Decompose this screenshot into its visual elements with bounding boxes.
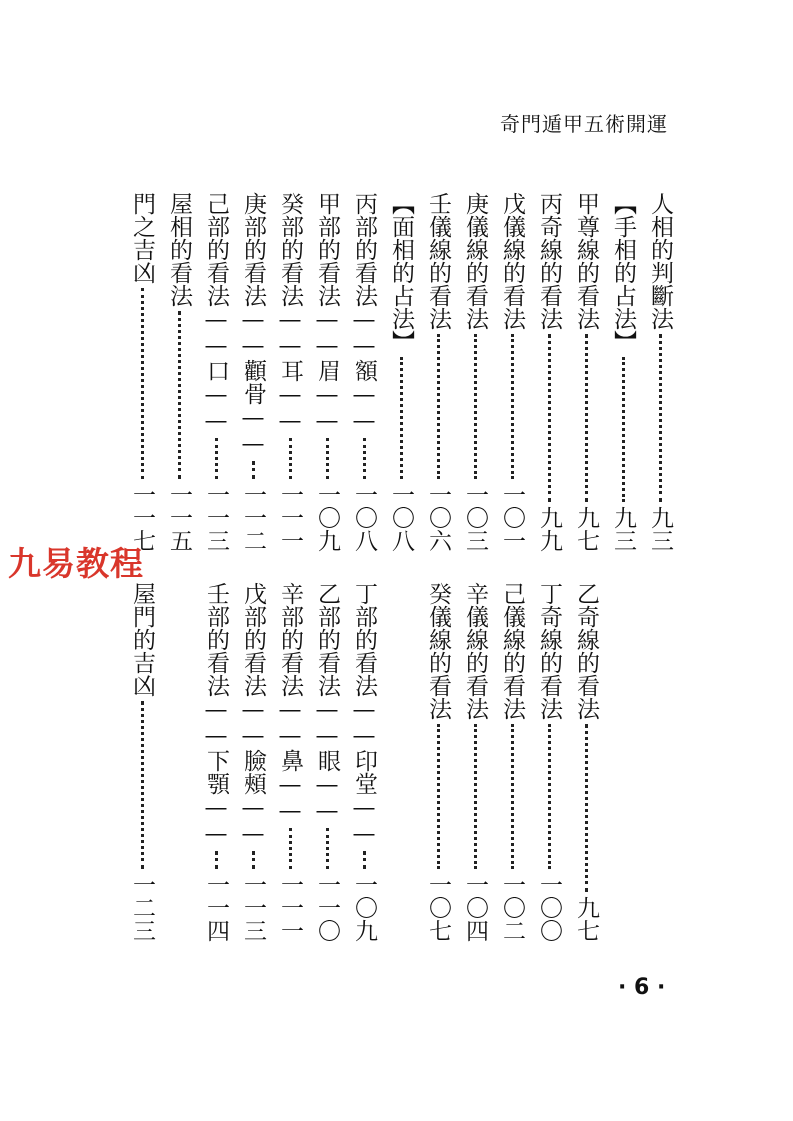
toc-entry: [162, 192, 196, 552]
toc-leader-dots: [511, 724, 514, 869]
toc-entry-title: 庚儀線的看法: [462, 192, 488, 330]
toc-entry: [199, 582, 233, 942]
toc-entry-title: 丙部的看法——額——: [351, 192, 377, 434]
toc-leader-dots: [289, 438, 292, 479]
toc-leader-dots: [511, 334, 514, 479]
toc-leader-dots: [252, 461, 255, 479]
toc-entry-title: 丙奇線的看法: [536, 192, 562, 330]
toc-entry-page: 一〇一: [499, 483, 525, 552]
toc-entry: [458, 192, 492, 552]
toc-leader-dots: [215, 851, 218, 869]
toc-entry-page: 一一〇: [314, 873, 340, 942]
toc-leader-dots: [474, 724, 477, 869]
toc-entry-title: 己儀線的看法: [499, 582, 525, 720]
toc-leader-dots: [363, 851, 366, 869]
toc-entry-page: 一一一: [277, 483, 303, 552]
toc-entry-page: 九三: [610, 506, 636, 552]
toc-entry-page: 九三: [647, 506, 673, 552]
toc-entry-page: 一〇六: [425, 483, 451, 552]
toc-entry: [421, 192, 455, 552]
toc-entry-title: 丁奇線的看法: [536, 582, 562, 720]
toc-entry: [310, 582, 344, 942]
toc-leader-dots: [585, 334, 588, 502]
toc-leader-dots: [622, 357, 625, 502]
toc-entry-title: 【手相的占法】: [610, 192, 636, 353]
toc-leader-dots: [178, 311, 181, 479]
page-number: · 6 ·: [618, 975, 666, 1000]
toc-entry-page: 九七: [573, 506, 599, 552]
toc-entry-page: 九九: [536, 506, 562, 552]
toc-entry-title: 壬儀線的看法: [425, 192, 451, 330]
toc-leader-dots: [326, 438, 329, 479]
toc-entry-title: 屋門的吉凶: [129, 582, 155, 697]
toc-entry: [199, 192, 233, 552]
toc-entry-title: 門之吉凶: [129, 192, 155, 284]
toc-entry: [532, 582, 566, 942]
toc-entry-title: 乙奇線的看法: [573, 582, 599, 720]
toc-leader-dots: [659, 334, 662, 502]
toc-entry: [458, 582, 492, 942]
toc-entry: [347, 192, 381, 552]
toc-entry-title: 丁部的看法——印堂——: [351, 582, 377, 847]
toc-entry: [643, 192, 677, 552]
toc-entry-page: 一二三: [129, 873, 155, 942]
toc-entry-title: 戊儀線的看法: [499, 192, 525, 330]
toc-entry-title: 癸部的看法——耳——: [277, 192, 303, 434]
toc-entry: [125, 582, 159, 942]
toc-entry-page: 一〇二: [499, 873, 525, 942]
toc-entry-title: 庚部的看法——顴骨——: [240, 192, 266, 457]
toc-entry-page: 一〇〇: [536, 873, 562, 942]
toc-entry-title: 乙部的看法——眼——: [314, 582, 340, 824]
toc-leader-dots: [585, 724, 588, 892]
toc-entry: [310, 192, 344, 552]
toc-entry-title: 甲部的看法——眉——: [314, 192, 340, 434]
toc-leader-dots: [400, 357, 403, 479]
toc-entry: [273, 192, 307, 552]
toc-entry-page: 一〇四: [462, 873, 488, 942]
toc-entry-title: 辛儀線的看法: [462, 582, 488, 720]
toc-entry-title: 己部的看法——口——: [203, 192, 229, 434]
toc-leader-dots: [363, 438, 366, 479]
toc-entry: [532, 192, 566, 552]
toc-entry: [236, 582, 270, 942]
toc-entry-page: 一一三: [203, 483, 229, 552]
toc-entry-title: 癸儀線的看法: [425, 582, 451, 720]
toc-entry-page: 一一四: [203, 873, 229, 942]
toc-entry-page: 一一五: [166, 483, 192, 552]
toc-entry-title: 人相的判斷法: [647, 192, 673, 330]
toc-entry: [569, 582, 603, 942]
toc-entry: [495, 192, 529, 552]
toc-entry-page: 一〇八: [351, 483, 377, 552]
toc-leader-dots: [437, 724, 440, 869]
toc-entry-title: 【面相的占法】: [388, 192, 414, 353]
toc-entry: [495, 582, 529, 942]
toc-leader-dots: [289, 828, 292, 869]
toc-entry-page: 一〇八: [388, 483, 414, 552]
toc-leader-dots: [141, 701, 144, 869]
toc-entry-page: 一〇七: [425, 873, 451, 942]
toc-entry: [236, 192, 270, 552]
toc-entry-title: 屋相的看法: [166, 192, 192, 307]
toc-entry-page: 一〇九: [314, 483, 340, 552]
toc-leader-dots: [474, 334, 477, 479]
toc-entry-page: 九七: [573, 896, 599, 942]
toc-entry-page: 一一七: [129, 483, 155, 552]
toc-leader-dots: [326, 828, 329, 869]
toc-entry: [421, 582, 455, 942]
toc-entry: [606, 192, 640, 552]
toc-entry-title: 甲尊線的看法: [573, 192, 599, 330]
toc-entry-page: 一〇三: [462, 483, 488, 552]
toc-entry: [569, 192, 603, 552]
watermark-text: 九易教程: [8, 544, 144, 583]
running-header: 奇門遁甲五術開運: [500, 112, 668, 136]
toc-leader-dots: [215, 438, 218, 479]
toc-entry-page: 一一一: [277, 873, 303, 942]
toc-entry: [273, 582, 307, 942]
toc-entry-title: 辛部的看法——鼻——: [277, 582, 303, 824]
toc-leader-dots: [141, 288, 144, 479]
toc-leader-dots: [548, 334, 551, 502]
toc-entry-page: 一〇九: [351, 873, 377, 942]
toc-entry: [384, 192, 418, 552]
toc-leader-dots: [548, 724, 551, 869]
toc-entry-page: 一一三: [240, 873, 266, 942]
toc-entry: [125, 192, 159, 552]
toc-entry-title: 壬部的看法——下顎——: [203, 582, 229, 847]
toc-entry-page: 一一二: [240, 483, 266, 552]
toc-entry-title: 戊部的看法——臉頰——: [240, 582, 266, 847]
toc-leader-dots: [437, 334, 440, 479]
toc-entry: [347, 582, 381, 942]
toc-leader-dots: [252, 851, 255, 869]
